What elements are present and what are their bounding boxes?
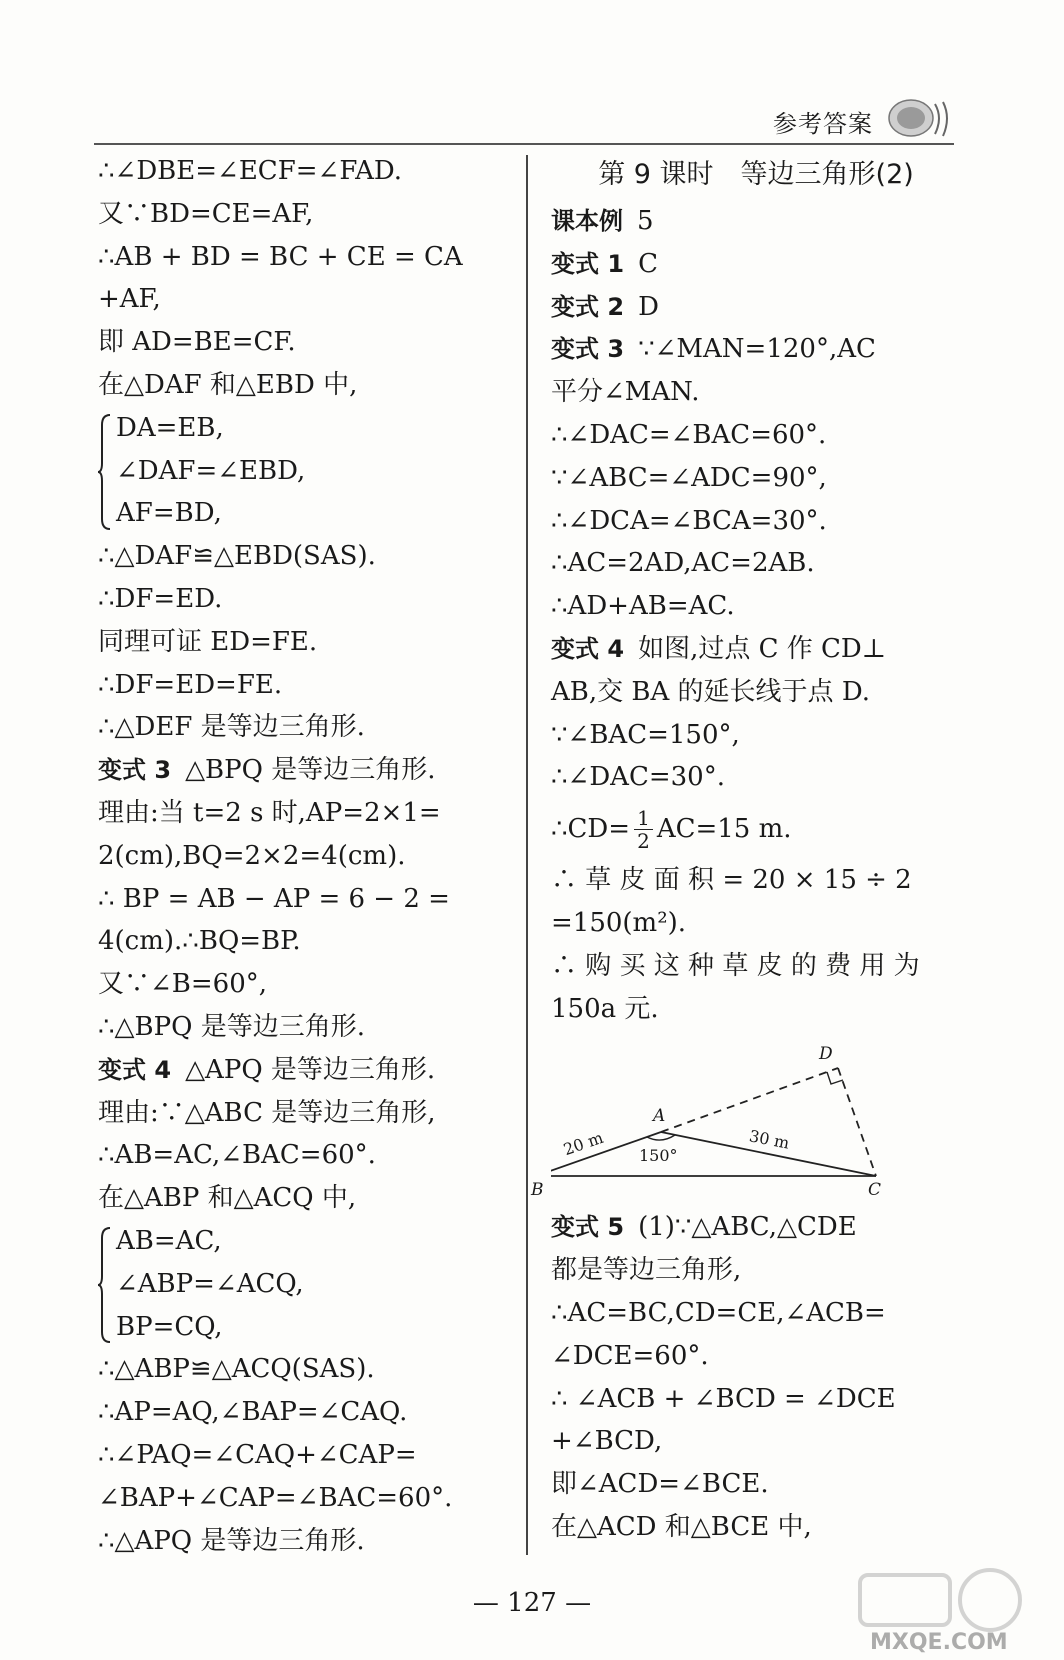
variant-statement: ∵∠MAN=120°,AC [638, 334, 876, 365]
text-line: ∠DCE=60°. [551, 1340, 709, 1371]
brace-system-1 [98, 407, 508, 535]
text-line: 在△ACD 和△BCE 中, [551, 1511, 812, 1542]
variant-label: 变式 3 [551, 335, 625, 364]
right-column [531, 150, 961, 1549]
text-line: ∴AB + BD = BC + CE = CA [98, 241, 463, 272]
brace-line: AB=AC, [116, 1225, 222, 1256]
fraction-line [551, 799, 961, 859]
text-line: 4(cm).∴BQ=BP. [98, 926, 301, 957]
text-line: ∴AC=2AD,AC=2AB. [551, 548, 815, 579]
label-d: D [819, 1044, 833, 1065]
text-line: ∴∠DCA=∠BCA=30°. [551, 505, 827, 536]
column-divider [526, 155, 528, 1555]
brace-line: ∠ABP=∠ACQ, [116, 1268, 304, 1299]
example-number: 5 [637, 206, 654, 236]
text-line: ∴AP=AQ,∠BAP=∠CAQ. [98, 1397, 408, 1428]
header-ornament-icon [885, 96, 955, 140]
example-heading [551, 200, 961, 243]
text-line: ∴ BP = AB − AP = 6 − 2 = [98, 883, 450, 914]
length-ac: 30 m [747, 1126, 792, 1154]
variant-label: 变式 3 [98, 756, 172, 785]
text-line: ∴△APQ 是等边三角形. [98, 1525, 365, 1556]
text-line: ∴ 购 买 这 种 草 皮 的 费 用 为 [551, 950, 920, 981]
text-line: 2(cm),BQ=2×2=4(cm). [98, 840, 406, 871]
text-line: ∴DF=ED. [98, 583, 223, 614]
perpendicular-cd [838, 1068, 876, 1176]
brace-line: DA=EB, [116, 412, 224, 443]
left-brace-icon [98, 413, 112, 531]
left-column [98, 150, 508, 1562]
text-line: ∴AD+AB=AC. [551, 591, 735, 622]
extension-ad [661, 1068, 838, 1132]
brace-system-2 [98, 1220, 508, 1348]
variant-statement: △BPQ 是等边三角形. [185, 755, 436, 786]
text-line: ∴∠PAQ=∠CAQ+∠CAP= [98, 1439, 417, 1470]
variant-answer: D [638, 291, 659, 322]
brace-line: BP=CQ, [116, 1311, 223, 1342]
text-line: ∴∠DAC=30°. [551, 762, 725, 793]
text-line: +AF, [98, 284, 161, 315]
length-ab: 20 m [561, 1128, 606, 1160]
text-line: ∴DF=ED=FE. [98, 669, 283, 700]
text-line: ∵∠BAC=150°, [551, 719, 740, 750]
variant-label: 变式 4 [551, 634, 625, 663]
header-rule [94, 143, 954, 145]
text-line: 理由:当 t=2 s 时,AP=2×1= [98, 797, 441, 828]
fraction-suffix: AC=15 m. [656, 814, 792, 845]
angle-label: 150° [639, 1146, 678, 1166]
variant-label: 变式 1 [551, 249, 625, 278]
label-a: A [653, 1106, 666, 1127]
label-c: C [868, 1180, 882, 1201]
left-brace-icon [98, 1226, 112, 1344]
variant-statement: 如图,过点 C 作 CD⊥ [638, 633, 887, 664]
variant-heading [551, 286, 961, 329]
text-line: 理由:∵△ABC 是等边三角形, [98, 1097, 436, 1128]
variant-answer: C [638, 248, 658, 279]
variant-heading [551, 243, 961, 286]
watermark-text: MXQE.COM [870, 1630, 1008, 1655]
text-line: ∴△BPQ 是等边三角形. [98, 1011, 365, 1042]
text-line: ∴ ∠ACB + ∠BCD = ∠DCE [551, 1383, 896, 1414]
variant-label: 变式 5 [551, 1213, 625, 1242]
variant-heading [98, 1049, 508, 1092]
text-line: ∴△ABP≌△ACQ(SAS). [98, 1354, 375, 1385]
variant-label: 变式 2 [551, 292, 625, 321]
text-line: 在△ABP 和△ACQ 中, [98, 1183, 357, 1214]
brace-line: ∠DAF=∠EBD, [116, 455, 306, 486]
variant-statement: (1)∵△ABC,△CDE [638, 1212, 857, 1243]
text-line: 150a 元. [551, 993, 659, 1024]
text-line: +∠BCD, [551, 1426, 663, 1457]
text-line: ∴△DAF≌△EBD(SAS). [98, 541, 376, 572]
text-line: ∵∠ABC=∠ADC=90°, [551, 462, 827, 493]
variant-heading [551, 1206, 961, 1249]
text-line: 都是等边三角形, [551, 1255, 742, 1286]
text-line: ∴AB=AC,∠BAC=60°. [98, 1140, 376, 1171]
text-line: 即 AD=BE=CF. [98, 327, 296, 358]
text-line: 平分∠MAN. [551, 377, 700, 408]
text-line: ∴∠DAC=∠BAC=60°. [551, 419, 827, 450]
fraction [634, 807, 653, 852]
triangle-diagram [551, 1036, 951, 1206]
text-line: 即∠ACD=∠BCE. [551, 1469, 769, 1500]
example-label: 课本例 [551, 207, 623, 235]
variant-heading [98, 749, 508, 792]
text-line: 同理可证 ED=FE. [98, 626, 318, 657]
variant-heading [551, 328, 961, 371]
text-line: 又∵∠B=60°, [98, 969, 268, 1000]
text-line: ∴ 草 皮 面 积 = 20 × 15 ÷ 2 [551, 865, 912, 896]
header-label: 参考答案 [773, 110, 873, 138]
variant-statement: △APQ 是等边三角形. [185, 1054, 436, 1085]
text-line: ∴AC=BC,CD=CE,∠ACB= [551, 1297, 886, 1328]
fraction-denominator: 2 [637, 828, 650, 853]
text-line: ∴∠DBE=∠ECF=∠FAD. [98, 156, 403, 186]
variant-heading [551, 628, 961, 671]
text-line: AB,交 BA 的延长线于点 D. [551, 676, 871, 707]
section-title: 第 9 课时 等边三角形(2) [598, 159, 914, 190]
triangle-figure [531, 1036, 951, 1206]
fraction-prefix: ∴CD= [551, 814, 631, 845]
page-number: — 127 — [472, 1588, 592, 1618]
label-b: B [531, 1180, 544, 1201]
text-line: 在△DAF 和△EBD 中, [98, 369, 358, 400]
variant-label: 变式 4 [98, 1055, 172, 1084]
text-line: 又∵BD=CE=AF, [98, 198, 314, 229]
text-line: ∠BAP+∠CAP=∠BAC=60°. [98, 1482, 453, 1513]
text-line: =150(m²). [551, 907, 687, 938]
text-line: ∴△DEF 是等边三角形. [98, 712, 365, 743]
fraction-numerator: 1 [634, 807, 653, 830]
brace-line: AF=BD, [116, 498, 222, 529]
